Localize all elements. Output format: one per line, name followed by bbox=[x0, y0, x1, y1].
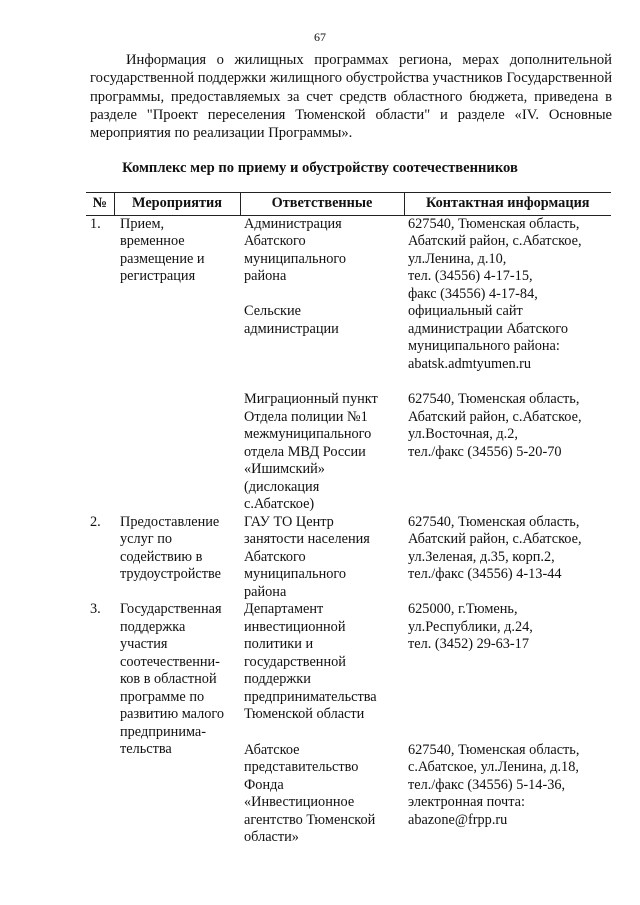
contact-cell bbox=[404, 514, 611, 602]
contact-line: официальный сайт bbox=[408, 303, 523, 319]
responsible-line: области» bbox=[244, 829, 299, 845]
measure-line: программе по bbox=[120, 688, 205, 705]
responsible-cell bbox=[240, 215, 404, 373]
contact-line: тел./факс (34556) 5-14-36, bbox=[408, 776, 566, 793]
responsible-line: Абатское bbox=[244, 741, 300, 758]
responsible-line: Тюменской области bbox=[244, 706, 365, 722]
measure-line: содействию в bbox=[120, 548, 203, 565]
contact-line: Абатский район, с.Абатское, bbox=[408, 408, 582, 425]
contact-line: электронная почта: bbox=[408, 794, 525, 810]
responsible-line: (дислокация bbox=[244, 478, 320, 495]
table-header-row bbox=[86, 193, 611, 216]
measure-line: участия bbox=[120, 636, 168, 652]
responsible-line: инвестиционной bbox=[244, 618, 346, 635]
contact-line: ул.Восточная, д.2, bbox=[408, 426, 518, 442]
contact-line: ул.Республики, д.24, bbox=[408, 618, 533, 635]
responsible-line: агентство Тюменской bbox=[244, 811, 376, 828]
measure-line: тельства bbox=[120, 741, 172, 757]
header-number: № bbox=[86, 193, 114, 216]
responsible-line: администрации bbox=[244, 320, 339, 337]
responsible-line: района bbox=[244, 268, 287, 284]
contact-cell bbox=[404, 601, 611, 724]
responsible-cell bbox=[240, 601, 404, 724]
contact-line: ул.Ленина, д.10, bbox=[408, 250, 507, 267]
measure-cell bbox=[114, 514, 240, 602]
responsible-line: Департамент bbox=[244, 601, 324, 617]
responsible-line: муниципального bbox=[244, 566, 347, 582]
measure-line: Предоставление bbox=[120, 513, 220, 530]
measure-line: временное bbox=[120, 233, 185, 249]
responsible-line: государственной bbox=[244, 653, 346, 670]
contact-line: 627540, Тюменская область, bbox=[408, 215, 580, 232]
contact-cell bbox=[404, 391, 611, 514]
measure-line: ков в областной bbox=[120, 671, 217, 687]
responsible-line: муниципального bbox=[244, 250, 347, 267]
intro-paragraph: Информация о жилищных программах региона, мерах дополнительной государственной поддержки жилищного обустройства участников Государственной программы, предоставляемых за счет средств областного бюджета, приведена в разделе "Проект переселения Тюменской области" и разделе «IV. Основные мероприятия по реализации Программы». bbox=[90, 52, 612, 142]
contact-line: abazone@frpp.ru bbox=[408, 811, 508, 828]
measure-line: Государственная bbox=[120, 601, 222, 617]
contact-line: администрации Абатского bbox=[408, 320, 569, 337]
responsible-line: ГАУ ТО Центр bbox=[244, 513, 334, 530]
measure-line: поддержка bbox=[120, 618, 186, 635]
responsible-line: Миграционный пункт bbox=[244, 391, 378, 407]
responsible-line: Фонда bbox=[244, 776, 284, 793]
responsible-line: поддержки bbox=[244, 671, 311, 687]
contact-line: 627540, Тюменская область, bbox=[408, 391, 580, 407]
responsible-cell bbox=[240, 742, 404, 847]
responsible-line: «Инвестиционное bbox=[244, 794, 355, 810]
responsible-line: занятости населения bbox=[244, 531, 370, 547]
contact-line: 627540, Тюменская область, bbox=[408, 741, 580, 758]
measure-line: развитию малого bbox=[120, 706, 225, 722]
responsible-line: отдела МВД России bbox=[244, 443, 366, 460]
measure-line: услуг по bbox=[120, 531, 173, 547]
measures-table bbox=[86, 192, 611, 847]
contact-line: Абатский район, с.Абатское, bbox=[408, 233, 582, 249]
responsible-line: с.Абатское) bbox=[244, 496, 315, 512]
responsible-line: политики и bbox=[244, 636, 314, 652]
row-number: 3. bbox=[90, 601, 101, 617]
measure-cell bbox=[114, 601, 240, 847]
contact-cell bbox=[404, 742, 611, 847]
contact-line: муниципального района: bbox=[408, 338, 560, 354]
responsible-line: района bbox=[244, 583, 287, 600]
page-number: 67 bbox=[314, 30, 326, 44]
contact-cell bbox=[404, 215, 611, 373]
table-row bbox=[86, 514, 611, 602]
contact-line: тел./факс (34556) 5-20-70 bbox=[408, 443, 562, 460]
responsible-line: предпринимательства bbox=[244, 688, 377, 705]
measure-line: соотечественни- bbox=[120, 653, 220, 670]
table-row bbox=[86, 601, 611, 724]
table-row bbox=[86, 215, 611, 373]
responsible-line: Администрация bbox=[244, 215, 342, 232]
header-contact: Контактная информация bbox=[404, 193, 611, 216]
responsible-line: Отдела полиции №1 bbox=[244, 408, 368, 425]
section-title: Комплекс мер по приему и обустройству соотечественников bbox=[122, 160, 518, 176]
measure-line: предпринима- bbox=[120, 723, 207, 740]
contact-line: с.Абатское, ул.Ленина, д.18, bbox=[408, 759, 579, 775]
contact-line: abatsk.admtyumen.ru bbox=[408, 355, 532, 372]
responsible-line bbox=[244, 286, 402, 304]
contact-line: 627540, Тюменская область, bbox=[408, 513, 580, 530]
measure-line: трудоустройстве bbox=[120, 566, 221, 582]
measure-line: размещение и bbox=[120, 250, 205, 267]
measure-cell bbox=[114, 215, 240, 514]
responsible-line: Абатского bbox=[244, 233, 306, 249]
contact-line: факс (34556) 4-17-84, bbox=[408, 285, 538, 302]
responsible-line: представительство bbox=[244, 759, 359, 775]
contact-line: тел./факс (34556) 4-13-44 bbox=[408, 566, 562, 582]
measure-line: Прием, bbox=[120, 215, 165, 232]
table-body bbox=[86, 215, 611, 847]
measure-line: регистрация bbox=[120, 268, 196, 284]
contact-line: ул.Зеленая, д.35, корп.2, bbox=[408, 548, 555, 565]
row-number: 1. bbox=[90, 215, 101, 232]
contact-line: тел. (3452) 29-63-17 bbox=[408, 636, 529, 652]
responsible-line: межмуниципального bbox=[244, 426, 372, 442]
responsible-line: «Ишимский» bbox=[244, 461, 325, 477]
responsible-line: Сельские bbox=[244, 303, 301, 319]
row-number: 2. bbox=[90, 513, 101, 530]
contact-line: тел. (34556) 4-17-15, bbox=[408, 268, 533, 284]
contact-line: Абатский район, с.Абатское, bbox=[408, 531, 582, 547]
header-responsible: Ответственные bbox=[240, 193, 404, 216]
contact-line: 625000, г.Тюмень, bbox=[408, 601, 518, 617]
header-measures: Мероприятия bbox=[114, 193, 240, 216]
responsible-line: Абатского bbox=[244, 548, 306, 565]
responsible-cell bbox=[240, 514, 404, 602]
responsible-cell bbox=[240, 391, 404, 514]
